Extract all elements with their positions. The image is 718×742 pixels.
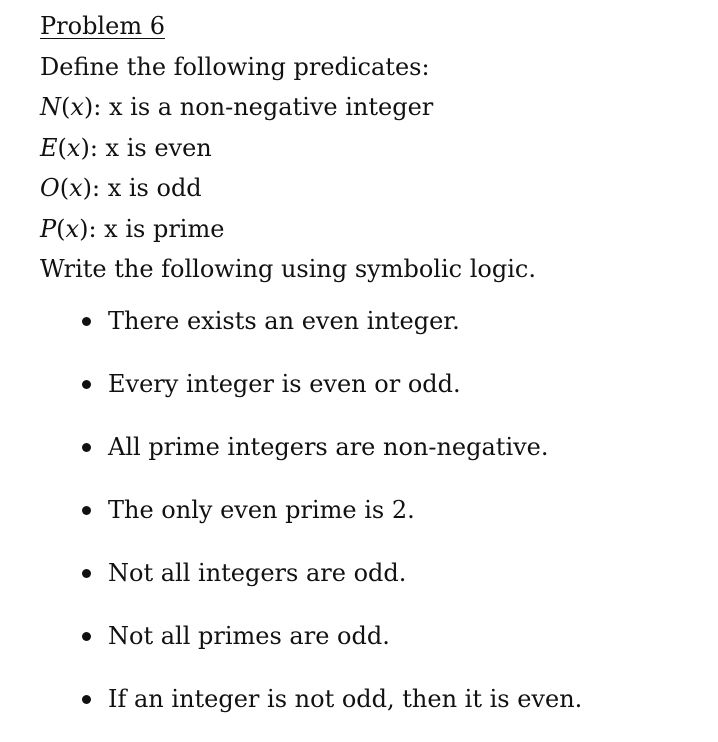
predicate-description: x is a non-negative integer: [109, 93, 434, 121]
list-item: [40, 427, 582, 467]
list-item: [40, 490, 582, 530]
predicate-description: x is even: [105, 133, 212, 162]
predicate-description: x is odd: [107, 174, 202, 202]
predicate-definition: N(x): x is a non-negative integer: [40, 93, 434, 121]
bullet-icon: [82, 443, 91, 452]
statement-text: Every integer is even or odd.: [108, 370, 461, 398]
problem-content: [40, 6, 700, 290]
list-item: [40, 301, 582, 341]
bullet-icon: [82, 695, 91, 704]
predicate-definition: E(x): x is even: [40, 133, 212, 162]
predicate-symbol: E: [40, 133, 58, 162]
list-item: [40, 364, 582, 404]
predicate-variable: x: [65, 214, 80, 243]
statement-text: Not all primes are odd.: [108, 622, 390, 650]
list-item: [40, 616, 582, 656]
bullet-icon: [82, 632, 91, 641]
statement-text: There exists an even integer.: [108, 307, 460, 335]
instruction-text: Write the following using symbolic logic.: [40, 255, 536, 283]
predicate-symbol: P: [40, 214, 57, 243]
bullet-icon: [82, 506, 91, 515]
predicate-definition: O(x): x is odd: [40, 174, 202, 202]
predicate-definition: P(x): x is prime: [40, 214, 225, 243]
predicate-variable: x: [70, 93, 84, 121]
statement-list: [40, 301, 582, 742]
statement-text: All prime integers are non-negative.: [108, 433, 549, 461]
statement-text: The only even prime is 2.: [108, 496, 415, 524]
predicate-symbol: O: [40, 174, 60, 202]
bullet-icon: [82, 569, 91, 578]
bullet-icon: [82, 317, 91, 326]
list-item: [40, 679, 582, 719]
predicate-symbol: N: [40, 93, 61, 121]
bullet-icon: [82, 380, 91, 389]
predicate-variable: x: [69, 174, 83, 202]
statement-text: Not all integers are odd.: [108, 559, 407, 587]
predicate-variable: x: [66, 133, 81, 162]
intro-text: Define the following predicates:: [40, 52, 430, 81]
statement-text: If an integer is not odd, then it is even.: [108, 685, 583, 713]
problem-title: Problem 6: [40, 12, 165, 40]
list-item: [40, 553, 582, 593]
predicate-description: x is prime: [104, 214, 225, 243]
